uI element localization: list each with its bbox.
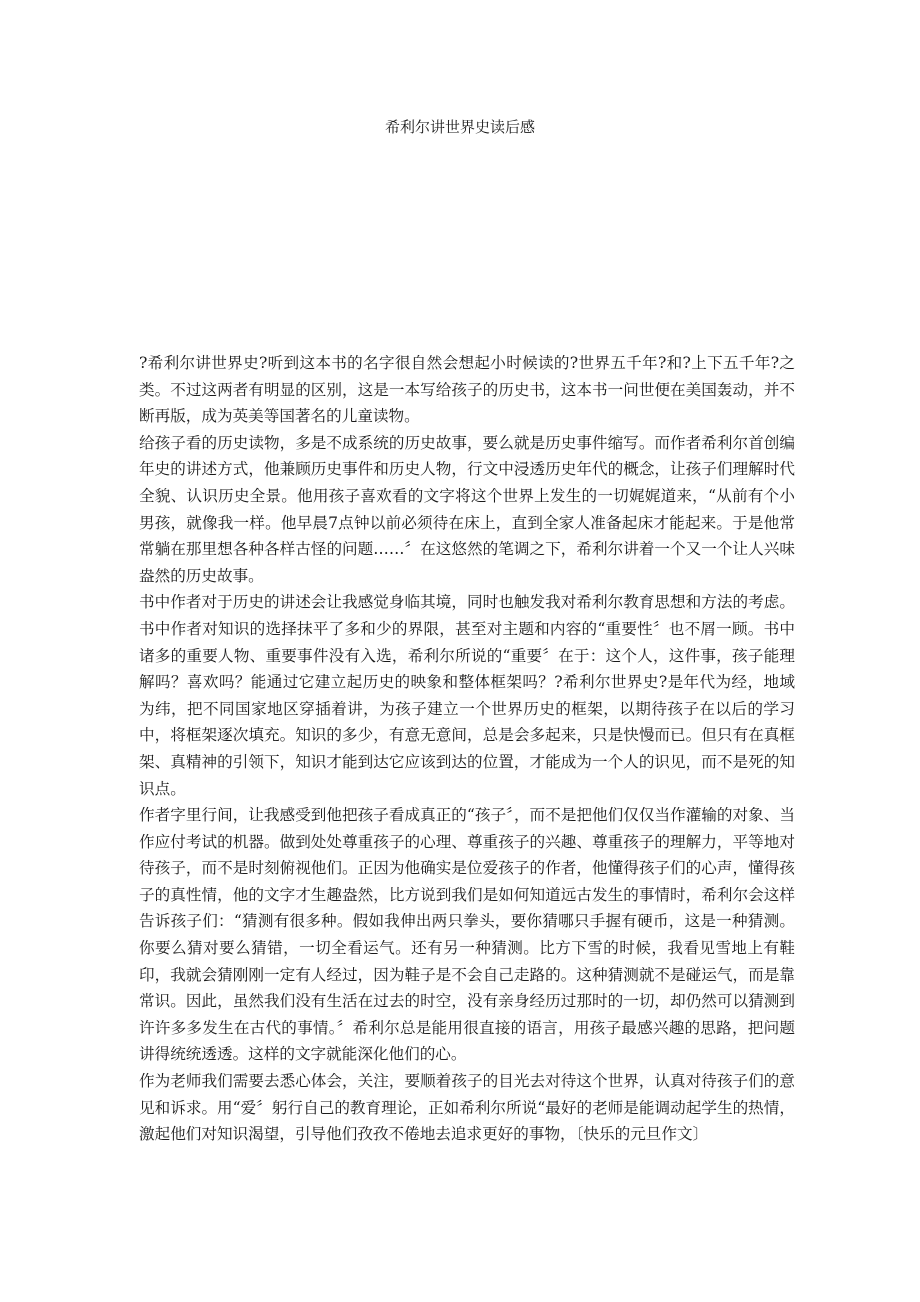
paragraph-chronicle-method: 给孩子看的历史读物，多是不成系统的历史故事，要么就是历史事件缩写。而作者希利尔首创编年史的讲述方式，他兼顾历史事件和历史人物，行文中浸透历史年代的概念，让孩子们理解时代全貌、认识历史全景。他用孩子喜欢看的文字将这个世界上发生的一切娓娓道来，“从前有个小男孩，就像我一样。他早晨7点钟以前必须待在床上，直到全家人准备起床才能起来。于是他常常躺在那里想各种各样古怪的问题……〞在这悠然的笔调之下，希利尔讲着一个又一个让人兴味盎然的历史故事。 [139, 433, 795, 585]
paragraph-intro: ?希利尔讲世界史?听到这本书的名字很自然会想起小时候读的?世界五千年?和?上下五千年?之类。不过这两者有明显的区别，这是一本写给孩子的历史书，这本书一问世便在美国轰动，并不断再版，成为英美等国著名的儿童读物。 [139, 354, 795, 426]
paragraph-knowledge-framework: 书中作者对于历史的讲述会让我感觉身临其境，同时也触发我对希利尔教育思想和方法的考虑。书中作者对知识的选择抹平了多和少的界限，甚至对主题和内容的“重要性〞也不屑一顾。书中诸多的重要人物、重要事件没有入选，希利尔所说的“重要〞在于：这个人，这件事，孩子能理解吗？喜欢吗？能通过它建立起历史的映象和整体框架吗？?希利尔世界史?是年代为经，地域为纬，把不同国家地区穿插着讲，为孩子建立一个世界历史的框架，以期待孩子在以后的学习中，将框架逐次填充。知识的多少，有意无意间，总是会多起来，只是快慢而已。但只有在真框架、真精神的引领下，知识才能到达它应该到达的位置，才能成为一个人的识见，而不是死的知识点。 [139, 593, 795, 798]
paragraph-respect-children: 作者字里行间，让我感受到他把孩子看成真正的“孩子〞，而不是把他们仅仅当作灌输的对象、当作应付考试的机器。做到处处尊重孩子的心理、尊重孩子的兴趣、尊重孩子的理解力，平等地对待孩子，而不是时刻俯视他们。正因为他确实是位爱孩子的作者，他懂得孩子们的心声，懂得孩子的真性情，他的文字才生趣盎然，比方说到我们是如何知道远古发生的事情时，希利尔会这样告诉孩子们：“猜测有很多种。假如我伸出两只拳头，要你猜哪只手握有硬币，这是一种猜测。你要么猜对要么猜错，一切全看运气。还有另一种猜测。比方下雪的时候，我看见雪地上有鞋印，我就会猜刚刚一定有人经过，因为鞋子是不会自己走路的。这种猜测就不是碰运气，而是靠常识。因此，虽然我们没有生活在过去的时空，没有亲身经历过那时的一切，却仍然可以猜测到许许多多发生在古代的事情。〞希利尔总是能用很直接的语言，用孩子最感兴趣的思路，把问题讲得统统透透。这样的文字就能深化他们的心。 [139, 806, 795, 1064]
paragraph-teacher-reflection: 作为老师我们需要去悉心体会，关注，要顺着孩子的目光去对待这个世界，认真对待孩子们的意见和诉求。用“爱〞躬行自己的教育理论，正如希利尔所说“最好的老师是能调动起学生的热情，激起他们对知识渴望，引导他们孜孜不倦地去追求更好的事物，〔快乐的元旦作文〕 [139, 1072, 795, 1144]
document-body [139, 350, 795, 1148]
document-title: 希利尔讲世界史读后感 [384, 118, 535, 136]
